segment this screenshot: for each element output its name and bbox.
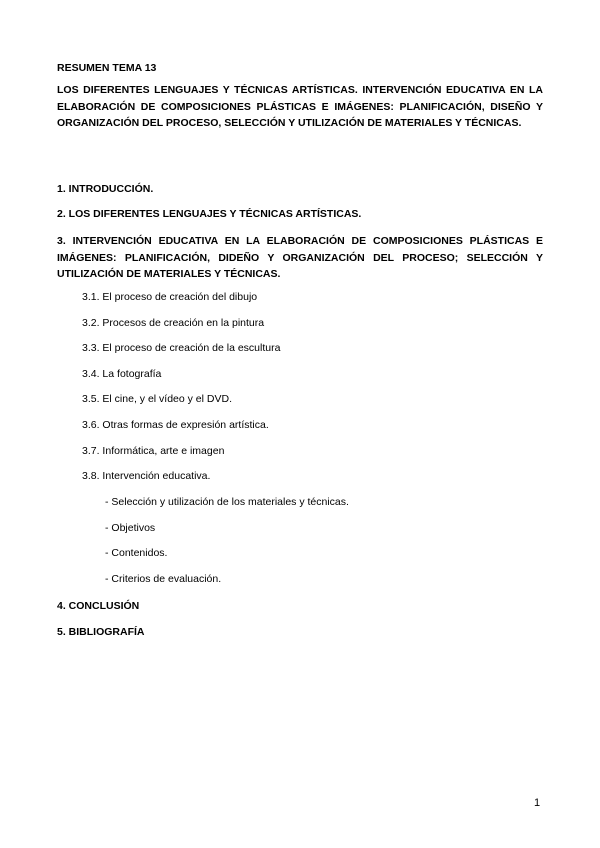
subsection-item: 3.2. Procesos de creación en la pintura [82, 317, 265, 329]
section-lenguajes: 2. LOS DIFERENTES LENGUAJES Y TÉCNICAS ARTÍSTICAS. [57, 208, 362, 220]
page-number: 1 [534, 797, 541, 809]
bullet-item: - Criterios de evaluación. [105, 573, 222, 585]
bullet-item: - Selección y utilización de los materiales y técnicas. [105, 496, 349, 508]
bullet-item: - Contenidos. [105, 547, 168, 559]
document-title: LOS DIFERENTES LENGUAJES Y TÉCNICAS ARTÍSTICAS. INTERVENCIÓN EDUCATIVA EN LA ELABORACIÓN DE COMPOSICIONES PLÁSTICAS E IMÁGENES: PLANIFICACIÓN, DISEÑO Y ORGANIZACIÓN DEL PROCESO, SELECCIÓN Y UTILIZACIÓN DE MATERIALES Y TÉCNICAS. [57, 84, 543, 129]
subsection-item: 3.7. Informática, arte e imagen [82, 445, 225, 457]
subsection-item: 3.6. Otras formas de expresión artística. [82, 419, 269, 431]
subsection-item: 3.8. Intervención educativa. [82, 470, 211, 482]
subsection-item: 3.3. El proceso de creación de la escultura [82, 342, 281, 354]
subsection-item: 3.1. El proceso de creación del dibujo [82, 291, 258, 303]
document-header: RESUMEN TEMA 13 [57, 62, 157, 74]
subsection-item: 3.4. La fotografía [82, 368, 162, 380]
section-introduccion: 1. INTRODUCCIÓN. [57, 183, 154, 195]
subsection-item: 3.5. El cine, y el vídeo y el DVD. [82, 393, 232, 405]
section-conclusion: 4. CONCLUSIÓN [57, 600, 140, 612]
section-bibliografia: 5. BIBLIOGRAFÍA [57, 626, 145, 638]
section-intervencion: 3. INTERVENCIÓN EDUCATIVA EN LA ELABORACIÓN DE COMPOSICIONES PLÁSTICAS E IMÁGENES: PLANIFICACIÓN, DIDEÑO Y ORGANIZACIÓN DEL PROCESO; SELECCIÓN Y UTILIZACIÓN DE MATERIALES Y TÉCNICAS. [57, 235, 543, 280]
bullet-item: - Objetivos [105, 522, 156, 534]
